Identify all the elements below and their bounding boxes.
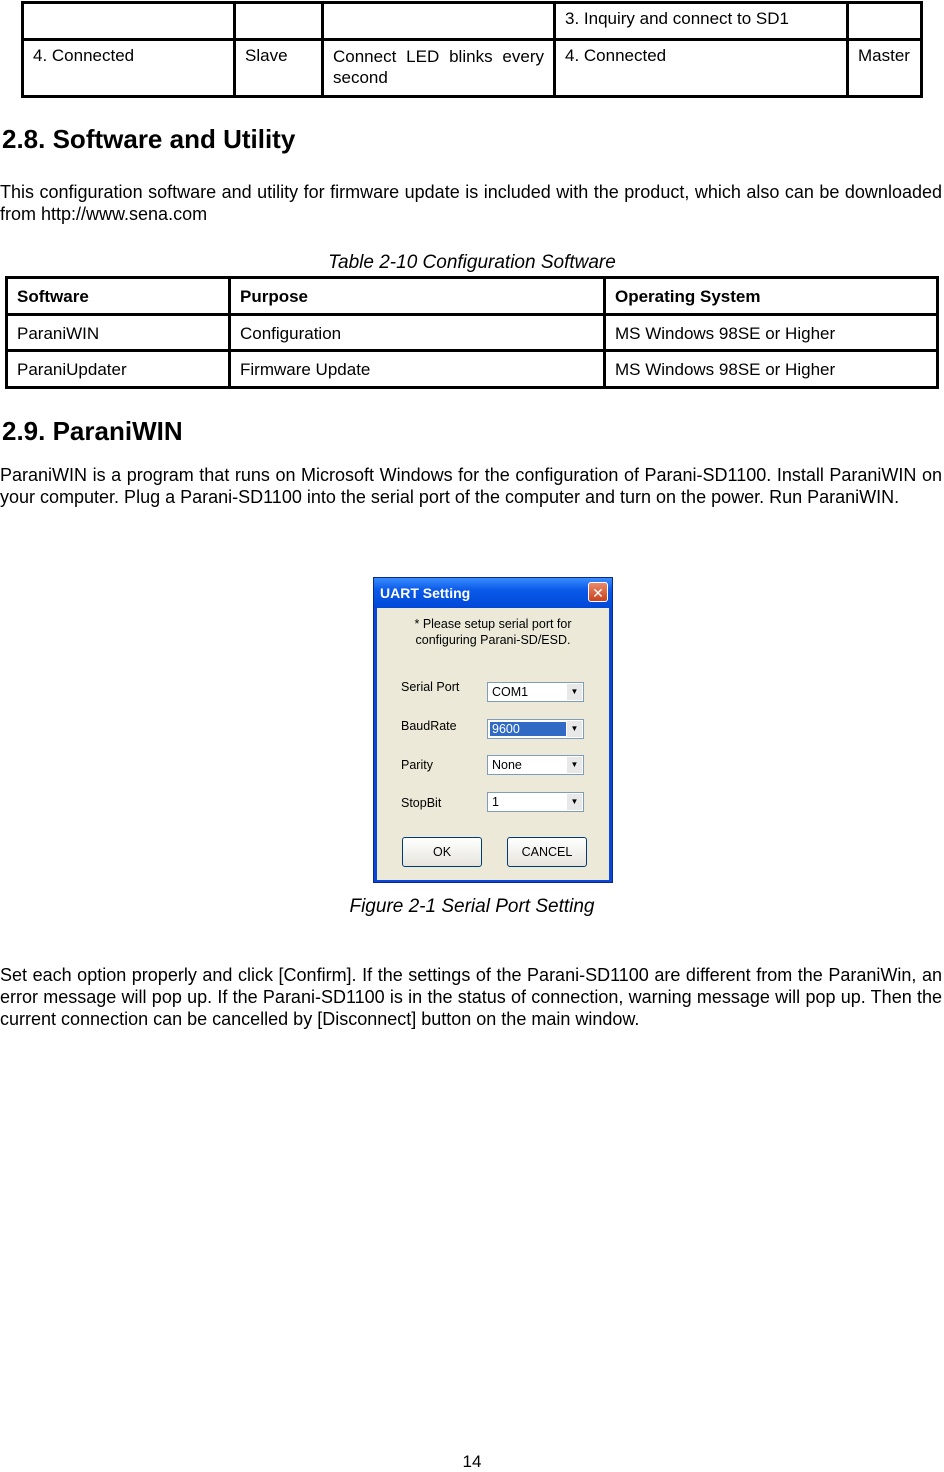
table-cell: Firmware Update [230, 351, 605, 388]
table-cell: 4. Connected [555, 40, 848, 97]
table-header-cell: Operating System [605, 278, 938, 315]
table-cell [23, 3, 235, 40]
chevron-down-icon[interactable]: ▼ [567, 757, 582, 773]
dialog-instructions [377, 616, 609, 648]
software-utility-paragraph: This configuration software and utility for firmware update is included with the product, which also can be downloaded from http://www.sena.com [0, 182, 942, 224]
mode-table-row [23, 40, 922, 97]
table-cell: ParaniUpdater [7, 351, 230, 388]
table-cell: ParaniWIN [7, 315, 230, 351]
table-cell: MS Windows 98SE or Higher [605, 351, 938, 388]
baudrate-select[interactable] [487, 719, 584, 739]
dialog-body [377, 608, 609, 880]
chevron-down-icon[interactable]: ▼ [567, 721, 582, 737]
table-cell: Slave [235, 40, 323, 97]
table-cell: Master [848, 40, 922, 97]
dialog-note-line: * Please setup serial port for [414, 617, 572, 631]
table-cell: Configuration [230, 315, 605, 351]
uart-setting-dialog [373, 577, 613, 883]
mode-table-row [23, 3, 922, 40]
paraniwin-paragraph: ParaniWIN is a program that runs on Microsoft Windows for the configuration of Parani-SD1100. Install ParaniWIN on your computer. Plug a Parani-SD1100 into the serial port of the computer and turn on the power. Run ParaniWIN. [0, 465, 942, 507]
closing-paragraph: Set each option properly and click [Confirm]. If the settings of the Parani-SD1100 are different from the ParaniWin, an error message will pop up. If the Parani-SD1100 is in the status of connection, warning message will pop up. Then the current connection can be cancelled by [Disconnect] button on the main window. [0, 965, 942, 1029]
stopbit-label: StopBit [401, 796, 442, 810]
select-value: 1 [492, 795, 499, 809]
software-table-header-row [7, 278, 938, 315]
dialog-title-bar [374, 578, 612, 608]
parity-select[interactable] [487, 755, 584, 775]
select-value: COM1 [492, 685, 529, 699]
dialog-note-line: configuring Parani-SD/ESD. [415, 633, 571, 647]
table-caption: Table 2-10 Configuration Software [328, 252, 616, 273]
section-heading-paraniwin: 2.9. ParaniWIN [2, 416, 183, 446]
section-heading-software-utility: 2.8. Software and Utility [2, 124, 296, 154]
select-value: None [492, 758, 522, 772]
table-cell [235, 3, 323, 40]
figure-caption: Figure 2-1 Serial Port Setting [349, 896, 595, 917]
table-row [7, 315, 938, 351]
select-value: 9600 [490, 722, 566, 736]
dialog-title: UART Setting [380, 585, 471, 601]
table-cell [323, 3, 555, 40]
table-cell: 4. Connected [23, 40, 235, 97]
page-number: 14 [462, 1452, 482, 1471]
mode-table [21, 1, 923, 98]
serial-port-label: Serial Port [401, 680, 460, 694]
table-cell: Connect LED blinks every second [323, 40, 555, 97]
ok-button[interactable]: OK [402, 837, 482, 867]
chevron-down-icon[interactable]: ▼ [567, 794, 582, 810]
software-table [5, 276, 939, 389]
table-cell [848, 3, 922, 40]
parity-label: Parity [401, 758, 433, 772]
table-cell: MS Windows 98SE or Higher [605, 315, 938, 351]
chevron-down-icon[interactable]: ▼ [567, 684, 582, 700]
baudrate-label: BaudRate [401, 719, 457, 733]
cancel-button[interactable]: CANCEL [507, 837, 587, 867]
table-row [7, 351, 938, 388]
stopbit-select[interactable] [487, 792, 584, 812]
serial-port-select[interactable] [487, 682, 584, 702]
table-header-cell: Purpose [230, 278, 605, 315]
table-cell: 3. Inquiry and connect to SD1 [555, 3, 848, 40]
close-icon[interactable]: ✕ [588, 582, 608, 602]
table-header-cell: Software [7, 278, 230, 315]
